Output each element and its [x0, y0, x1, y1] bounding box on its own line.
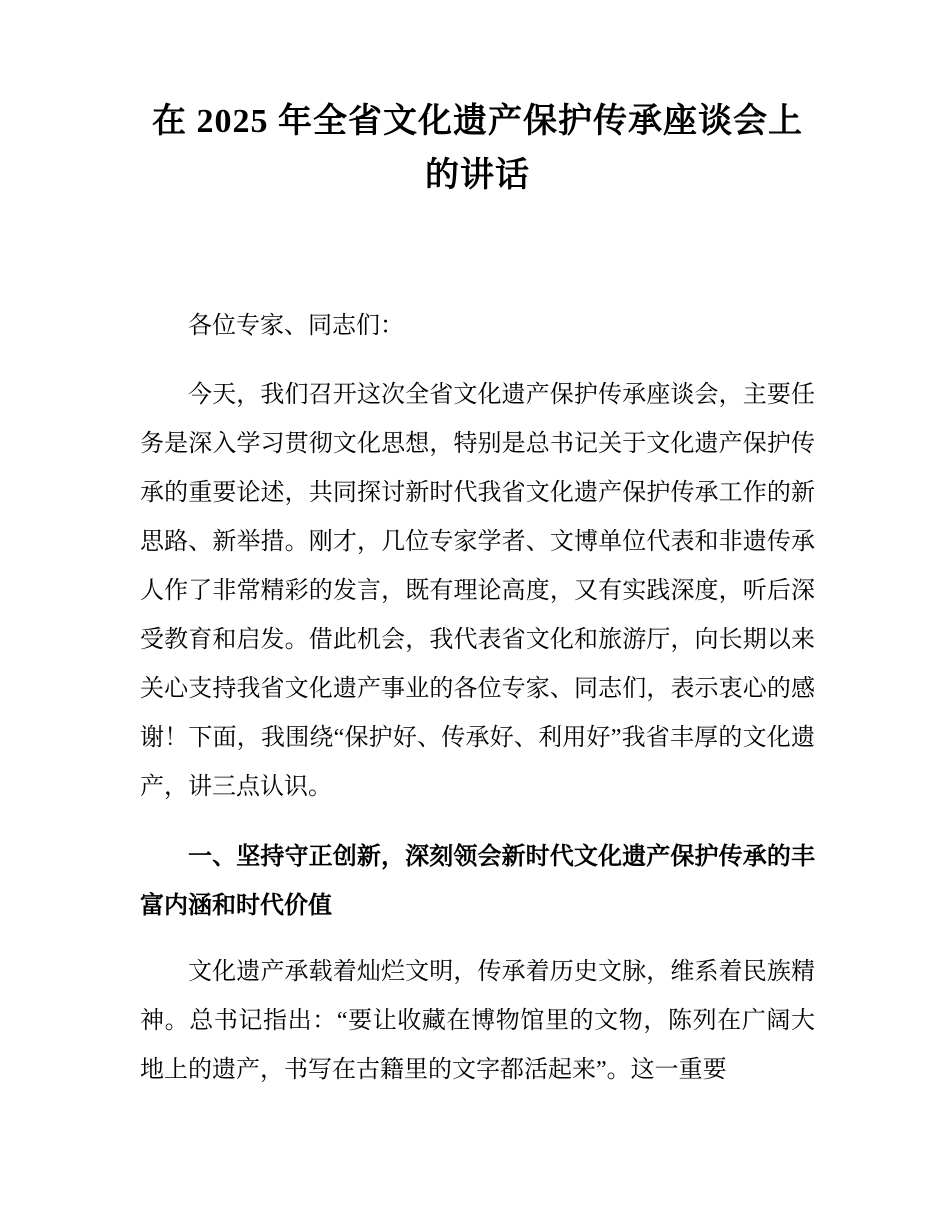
paragraph-intro: 今天，我们召开这次全省文化遗产保护传承座谈会，主要任务是深入学习贯彻文化思想，特别是总书记关于文化遗产保护传承的重要论述，共同探讨新时代我省文化遗产保护传承工作的新思路、新举措。刚才，几位专家学者、文博单位代表和非遗传承人作了非常精彩的发言，既有理论高度，又有实践深度，听后深受教育和启发。借此机会，我代表省文化和旅游厅，向长期以来关心支持我省文化遗产事业的各位专家、同志们，表示衷心的感谢！下面，我围绕“保护好、传承好、利用好”我省丰厚的文化遗产，讲三点认识。 — [140, 382, 815, 801]
document-body — [140, 302, 815, 1095]
section-heading-1: 一、坚持守正创新，深刻领会新时代文化遗产保护传承的丰富内涵和时代价值 — [140, 843, 815, 920]
document-title: 在 2025 年全省文化遗产保护传承座谈会上的讲话 — [152, 103, 803, 194]
paragraph-section-1: 文化遗产承载着灿烂文明，传承着历史文脉，维系着民族精神。总书记指出：“要让收藏在博物馆里的文物，陈列在广阔大地上的遗产，书写在古籍里的文字都活起来”。这一重要 — [140, 959, 815, 1084]
salutation: 各位专家、同志们： — [188, 313, 404, 340]
